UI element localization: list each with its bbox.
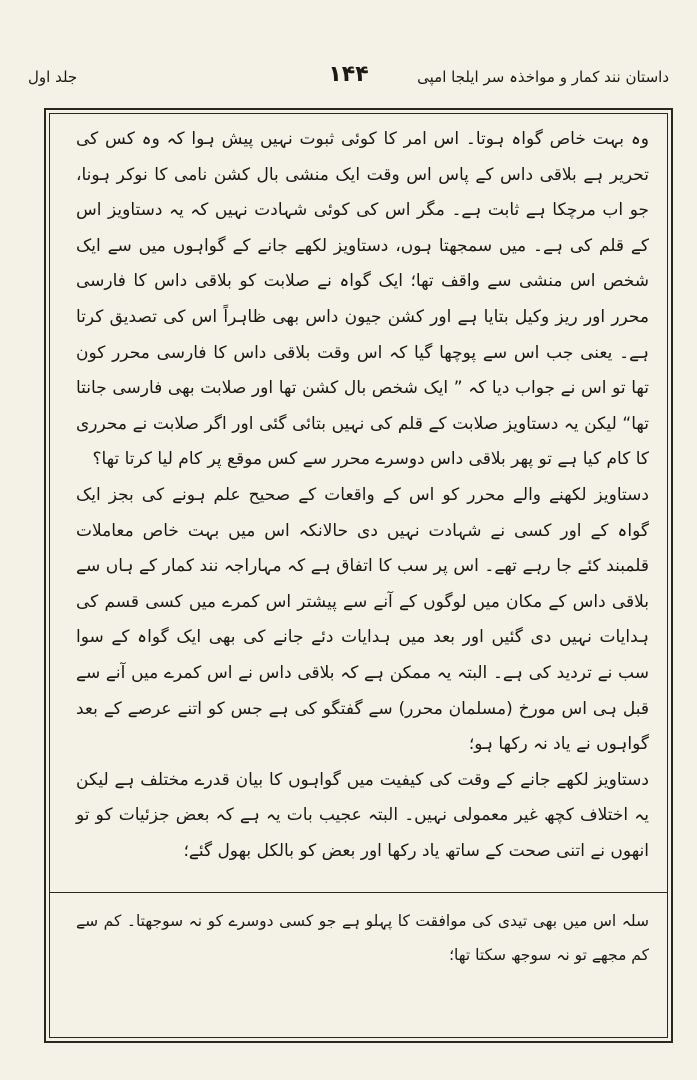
footnote-divider: [50, 892, 667, 893]
text-frame-inner: [49, 113, 668, 1038]
paragraph: وہ بہت خاص گواہ ہوتا۔ اس امر کا کوئی ثبوت نہیں پیش ہوا کہ وہ کس کی تحریر ہے بلاقی داس کے پاس اس وقت ایک منشی بال کشن نامی کا نوکر ہونا، جو اب مرچکا ہے ثابت ہے۔ مگر اس کی کوئی شہادت نہیں کہ یہ دستاویز اس کے قلم کی ہے۔ میں سمجھتا ہوں، دستاویز لکھے جانے کے گواہوں میں سے ایک شخص اس منشی سے واقف تھا؛ ایک گواہ نے صلابت کو بلاقی داس کا فارسی محرر اور ریز وکیل بتایا ہے اور کشن جیون داس بھی ظاہراً اس کی تصدیق کرتا ہے۔ یعنی جب اس سے پوچھا گیا کہ اس وقت بلاقی داس کا فارسی محرر کون تھا تو اس نے جواب دیا کہ ” ایک شخص بال کشن تھا اور صلابت بھی فارسی جانتا تھا“ لیکن یہ دستاویز صلابت کے قلم کی نہیں بتائی گئی اور اگر صلابت نے محرری کا کام کیا ہے تو پھر بلاقی داس دوسرے محرر سے کس موقع پر کام لیا کرتا تھا؟: [76, 129, 649, 470]
paragraph: دستاویز لکھے جانے کے وقت کی کیفیت میں گواہوں کا بیان قدرے مختلف ہے لیکن یہ اختلاف کچھ غیر معمولی نہیں۔ البتہ عجیب بات یہ ہے کہ بعض جزئیات کو تو انھوں نے اتنی صحت کے ساتھ یاد رکھا اور بعض کو بالکل بھول گئے؛: [76, 769, 649, 861]
page-number: ۱۴۴: [328, 62, 369, 87]
paragraph: دستاویز لکھنے والے محرر کو اس کے واقعات کے صحیح علم ہونے کی بجز ایک گواہ کے اور کسی نے شہادت نہیں دی حالانکہ اس میں بہت خاص معاملات قلمبند کئے جا رہے تھے۔ اس پر سب کا اتفاق ہے کہ مہاراجہ نند کمار کے ہاں سے بلاقی داس کے مکان میں لوگوں کے آنے سے پیشتر اس کمرے میں کسی قسم کی ہدایات نہیں دی گئیں اور بعد میں ہدایات دئے جانے کی بھی ایک گواہ کے سوا سب نے تردید کی ہے۔ البتہ یہ ممکن ہے کہ بلاقی داس نے اس کمرے میں آنے سے قبل ہی اس مورخ (مسلمان محرر) سے گفتگو کی ہے جس کو اتنے عرصے کے بعد گواہوں نے یاد نہ رکھا ہو؛: [76, 484, 649, 755]
text-frame: [44, 108, 673, 1043]
footnote-text: سلہ اس میں بھی تیدی کی موافقت کا پہلو ہے جو کسی دوسرے کو نہ سوجھتا۔ کم سے کم مجھے تو نہ سوجھ سکتا تھا؛: [76, 912, 649, 964]
page-header: [28, 62, 669, 92]
volume-label: جلد اول: [28, 68, 78, 86]
main-text: [76, 122, 649, 869]
running-title: داستان نند کمار و مواخذہ سر ایلجا امپی: [417, 68, 669, 86]
footnote: [76, 904, 649, 972]
